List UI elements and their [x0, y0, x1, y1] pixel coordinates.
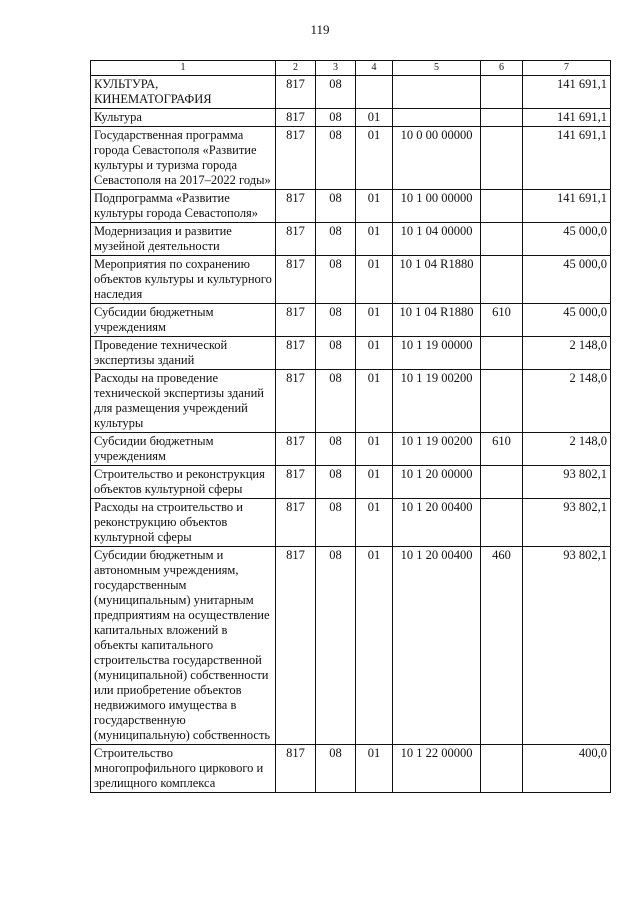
- cell-expense-type: 610: [481, 304, 523, 337]
- cell-subsection: 01: [356, 109, 393, 127]
- cell-section: 08: [316, 109, 356, 127]
- table-row: [91, 466, 611, 499]
- cell-name: Мероприятия по сохранению объектов культуры и культурного наследия: [91, 256, 276, 304]
- cell-expense-type: [481, 745, 523, 793]
- cell-amount: 45 000,0: [523, 304, 611, 337]
- cell-ved: 817: [276, 190, 316, 223]
- cell-ved: 817: [276, 304, 316, 337]
- cell-subsection: [356, 76, 393, 109]
- cell-target-article: 10 1 04 R1880: [393, 304, 481, 337]
- column-header: 3: [316, 61, 356, 76]
- cell-name: Субсидии бюджетным и автономным учреждениям, государственным (муниципальным) унитарным предприятиям на осуществление капитальных вложений в объекты капитального строительства государственной (муниципальной) собственности или приобретение объектов недвижимого имущества в государственную (муниципальную) собственность: [91, 547, 276, 745]
- cell-amount: 141 691,1: [523, 76, 611, 109]
- cell-amount: 2 148,0: [523, 370, 611, 433]
- cell-ved: 817: [276, 466, 316, 499]
- column-header: 5: [393, 61, 481, 76]
- cell-target-article: 10 1 04 R1880: [393, 256, 481, 304]
- cell-name: Строительство многопрофильного циркового и зрелищного комплекса: [91, 745, 276, 793]
- cell-name: Модернизация и развитие музейной деятельности: [91, 223, 276, 256]
- cell-expense-type: [481, 76, 523, 109]
- cell-target-article: 10 1 19 00000: [393, 337, 481, 370]
- cell-subsection: 01: [356, 745, 393, 793]
- cell-name: КУЛЬТУРА, КИНЕМАТОГРАФИЯ: [91, 76, 276, 109]
- cell-subsection: 01: [356, 304, 393, 337]
- cell-subsection: 01: [356, 433, 393, 466]
- cell-amount: 45 000,0: [523, 223, 611, 256]
- cell-name: Государственная программа города Севастополя «Развитие культуры и туризма города Севастополя на 2017–2022 годы»: [91, 127, 276, 190]
- cell-section: 08: [316, 256, 356, 304]
- budget-table: [90, 60, 611, 793]
- cell-target-article: 10 0 00 00000: [393, 127, 481, 190]
- cell-section: 08: [316, 223, 356, 256]
- cell-expense-type: [481, 190, 523, 223]
- cell-subsection: 01: [356, 466, 393, 499]
- cell-expense-type: [481, 256, 523, 304]
- cell-expense-type: [481, 127, 523, 190]
- cell-amount: 93 802,1: [523, 466, 611, 499]
- cell-target-article: 10 1 20 00000: [393, 466, 481, 499]
- cell-ved: 817: [276, 547, 316, 745]
- cell-section: 08: [316, 499, 356, 547]
- cell-name: Расходы на строительство и реконструкцию объектов культурной сферы: [91, 499, 276, 547]
- cell-expense-type: [481, 370, 523, 433]
- cell-amount: 141 691,1: [523, 190, 611, 223]
- cell-expense-type: 610: [481, 433, 523, 466]
- table-row: [91, 76, 611, 109]
- table-row: [91, 433, 611, 466]
- column-header: 4: [356, 61, 393, 76]
- cell-name: Строительство и реконструкция объектов культурной сферы: [91, 466, 276, 499]
- cell-expense-type: [481, 337, 523, 370]
- cell-name: Расходы на проведение технической экспертизы зданий для размещения учреждений культуры: [91, 370, 276, 433]
- cell-section: 08: [316, 127, 356, 190]
- column-header: 7: [523, 61, 611, 76]
- column-header: 1: [91, 61, 276, 76]
- cell-amount: 2 148,0: [523, 337, 611, 370]
- cell-target-article: 10 1 00 00000: [393, 190, 481, 223]
- cell-expense-type: [481, 499, 523, 547]
- cell-target-article: 10 1 22 00000: [393, 745, 481, 793]
- cell-section: 08: [316, 190, 356, 223]
- table-header-row: [91, 61, 611, 76]
- cell-amount: 45 000,0: [523, 256, 611, 304]
- cell-amount: 2 148,0: [523, 433, 611, 466]
- cell-section: 08: [316, 547, 356, 745]
- cell-amount: 141 691,1: [523, 127, 611, 190]
- page-number: 119: [310, 22, 330, 37]
- cell-subsection: 01: [356, 190, 393, 223]
- cell-name: Подпрограмма «Развитие культуры города Севастополя»: [91, 190, 276, 223]
- cell-subsection: 01: [356, 223, 393, 256]
- table-body: [91, 76, 611, 793]
- cell-ved: 817: [276, 337, 316, 370]
- cell-name: Культура: [91, 109, 276, 127]
- cell-target-article: [393, 109, 481, 127]
- cell-target-article: 10 1 04 00000: [393, 223, 481, 256]
- cell-amount: 141 691,1: [523, 109, 611, 127]
- table-row: [91, 223, 611, 256]
- cell-name: Субсидии бюджетным учреждениям: [91, 433, 276, 466]
- cell-section: 08: [316, 745, 356, 793]
- table-row: [91, 499, 611, 547]
- cell-section: 08: [316, 337, 356, 370]
- table-row: [91, 745, 611, 793]
- cell-subsection: 01: [356, 370, 393, 433]
- cell-ved: 817: [276, 223, 316, 256]
- table-row: [91, 109, 611, 127]
- cell-expense-type: 460: [481, 547, 523, 745]
- cell-section: 08: [316, 76, 356, 109]
- cell-target-article: 10 1 19 00200: [393, 370, 481, 433]
- cell-expense-type: [481, 223, 523, 256]
- cell-name: Субсидии бюджетным учреждениям: [91, 304, 276, 337]
- cell-section: 08: [316, 370, 356, 433]
- cell-ved: 817: [276, 76, 316, 109]
- cell-subsection: 01: [356, 337, 393, 370]
- cell-subsection: 01: [356, 499, 393, 547]
- table-row: [91, 127, 611, 190]
- cell-amount: 93 802,1: [523, 547, 611, 745]
- table-row: [91, 256, 611, 304]
- cell-section: 08: [316, 304, 356, 337]
- table-row: [91, 190, 611, 223]
- cell-section: 08: [316, 433, 356, 466]
- column-header: 2: [276, 61, 316, 76]
- cell-amount: 400,0: [523, 745, 611, 793]
- cell-target-article: [393, 76, 481, 109]
- cell-ved: 817: [276, 433, 316, 466]
- column-header: 6: [481, 61, 523, 76]
- cell-subsection: 01: [356, 256, 393, 304]
- cell-subsection: 01: [356, 547, 393, 745]
- cell-subsection: 01: [356, 127, 393, 190]
- cell-name: Проведение технической экспертизы зданий: [91, 337, 276, 370]
- table-row: [91, 547, 611, 745]
- table-row: [91, 370, 611, 433]
- cell-ved: 817: [276, 109, 316, 127]
- cell-ved: 817: [276, 370, 316, 433]
- table-row: [91, 337, 611, 370]
- cell-ved: 817: [276, 745, 316, 793]
- cell-ved: 817: [276, 499, 316, 547]
- cell-target-article: 10 1 20 00400: [393, 499, 481, 547]
- cell-ved: 817: [276, 127, 316, 190]
- cell-target-article: 10 1 20 00400: [393, 547, 481, 745]
- cell-expense-type: [481, 109, 523, 127]
- cell-ved: 817: [276, 256, 316, 304]
- cell-target-article: 10 1 19 00200: [393, 433, 481, 466]
- cell-section: 08: [316, 466, 356, 499]
- cell-amount: 93 802,1: [523, 499, 611, 547]
- cell-expense-type: [481, 466, 523, 499]
- table-row: [91, 304, 611, 337]
